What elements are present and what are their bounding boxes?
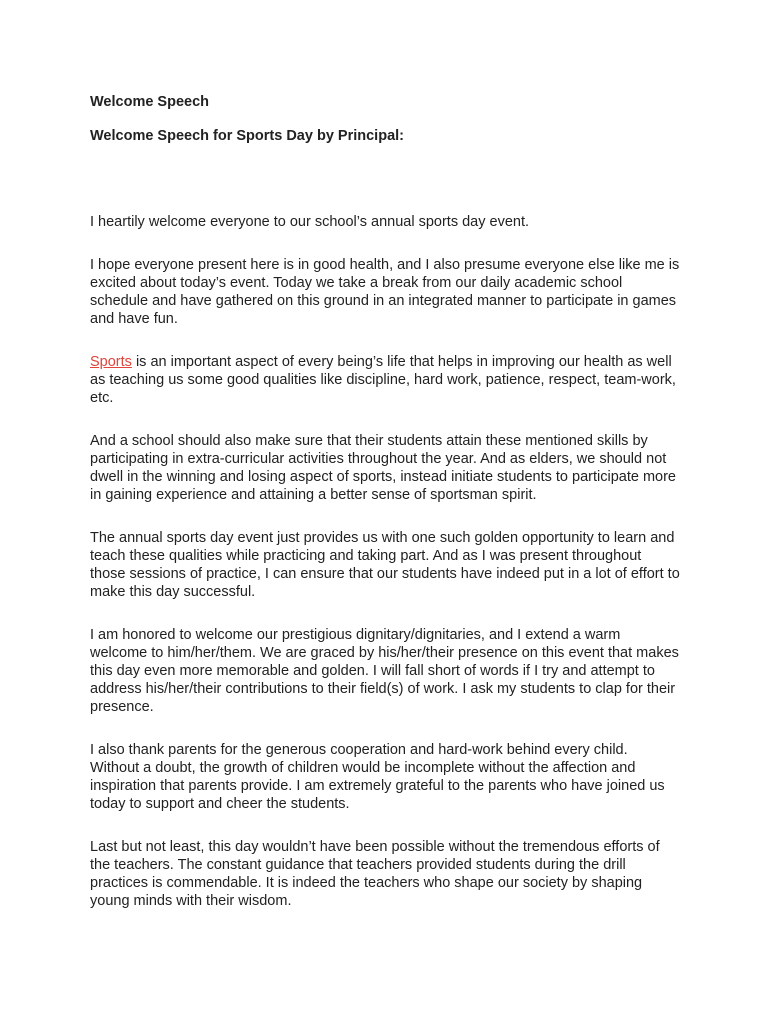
paragraph-8: Last but not least, this day wouldn’t have been possible without the tremendous efforts of the teachers. The constant guidance that teachers provided students during the drill practices is commendable. It is indeed the teachers who shape our society by shaping young minds with their wisdom. (90, 839, 660, 909)
paragraph-7: I also thank parents for the generous cooperation and hard-work behind every child. Without a doubt, the growth of children would be incomplete without the affection and inspiration that parents provide. I am extremely grateful to the parents who have joined us today to support and cheer the students. (90, 742, 665, 812)
paragraph-2: I hope everyone present here is in good health, and I also presume everyone else like me is excited about today’s event. Today we take a break from our daily academic school schedule and have gathered on this ground in an integrated manner to participate in games and have fun. (90, 257, 680, 327)
paragraph-3 (90, 353, 680, 407)
paragraph-3-text: is an important aspect of every being’s life that helps in improving our health as well as teaching us some good qualities like discipline, hard work, patience, respect, team-work, etc. (90, 354, 676, 406)
paragraph-6: I am honored to welcome our prestigious dignitary/dignitaries, and I extend a warm welcome to him/her/them. We are graced by his/her/their presence on this event that makes this day even more memorable and golden. I will fall short of words if I try and attempt to address his/her/their contributions to their field(s) of work. I ask my students to clap for their presence. (90, 627, 679, 715)
document-title: Welcome Speech (90, 94, 210, 110)
paragraph-5: The annual sports day event just provides us with one such golden opportunity to learn and teach these qualities while practicing and taking part. And as I was present throughout those sessions of practice, I can ensure that our students have indeed put in a lot of effort to make this day successful. (90, 530, 680, 600)
document-subtitle: Welcome Speech for Sports Day by Principal: (90, 128, 404, 144)
paragraph-4: And a school should also make sure that their students attain these mentioned skills by participating in extra-curricular activities throughout the year. And as elders, we should not dwell in the winning and losing aspect of sports, instead initiate students to participate more in gaining experience and attaining a better sense of sportsman spirit. (90, 433, 676, 503)
sports-link[interactable]: Sports (90, 354, 132, 370)
document-body (90, 93, 680, 935)
paragraph-1: I heartily welcome everyone to our school’s annual sports day event. (90, 214, 530, 230)
